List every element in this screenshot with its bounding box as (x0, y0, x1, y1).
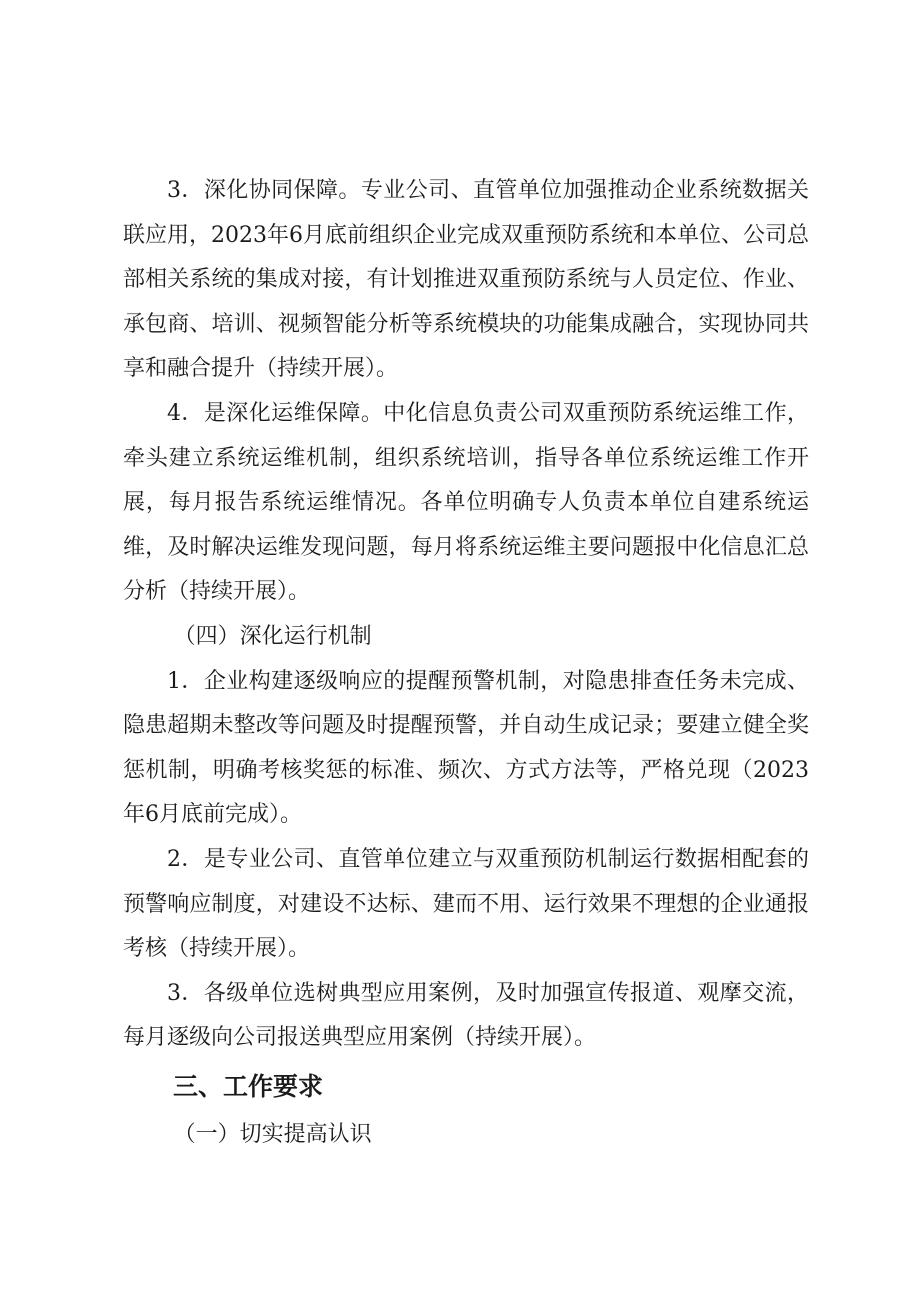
paragraph-warning-mechanism: 1．企业构建逐级响应的提醒预警机制，对隐患排查任务未完成、隐患超期未整改等问题及时提醒预警，并自动生成记录；要建立健全奖惩机制，明确考核奖惩的标准、频次、方式方法等，严格兑现（2023年6月底前完成）。 (123, 668, 809, 828)
paragraph-warning-response-system: 2．是专业公司、直管单位建立与双重预防机制运行数据相配套的预警响应制度，对建设不达标、建而不用、运行效果不理想的企业通报考核（持续开展）。 (123, 846, 809, 962)
subheading-operation-mechanism: （四）深化运行机制 (173, 623, 372, 649)
section-heading-work-requirements: 三、工作要求 (173, 1071, 324, 1101)
paragraph-collaboration-guarantee: 3．深化协同保障。专业公司、直管单位加强推动企业系统数据关联应用，2023年6月底前组织企业完成双重预防系统和本单位、公司总部相关系统的集成对接，有计划推进双重预防系统与人员定位、作业、承包商、培训、视频智能分析等系统模块的功能集成融合，实现协同共享和融合提升（持续开展）。 (123, 178, 809, 382)
subheading-raise-awareness: （一）切实提高认识 (173, 1121, 372, 1147)
document-body (123, 169, 809, 1157)
paragraph-operations-guarantee: 4．是深化运维保障。中化信息负责公司双重预防系统运维工作，牵头建立系统运维机制，组织系统培训，指导各单位系统运维工作开展，每月报告系统运维情况。各单位明确专人负责本单位自建系统运维，及时解决运维发现问题，每月将系统运维主要问题报中化信息汇总分析（持续开展）。 (123, 400, 809, 605)
paragraph-typical-cases: 3．各级单位选树典型应用案例，及时加强宣传报道、观摩交流，每月逐级向公司报送典型应用案例（持续开展）。 (123, 980, 809, 1051)
